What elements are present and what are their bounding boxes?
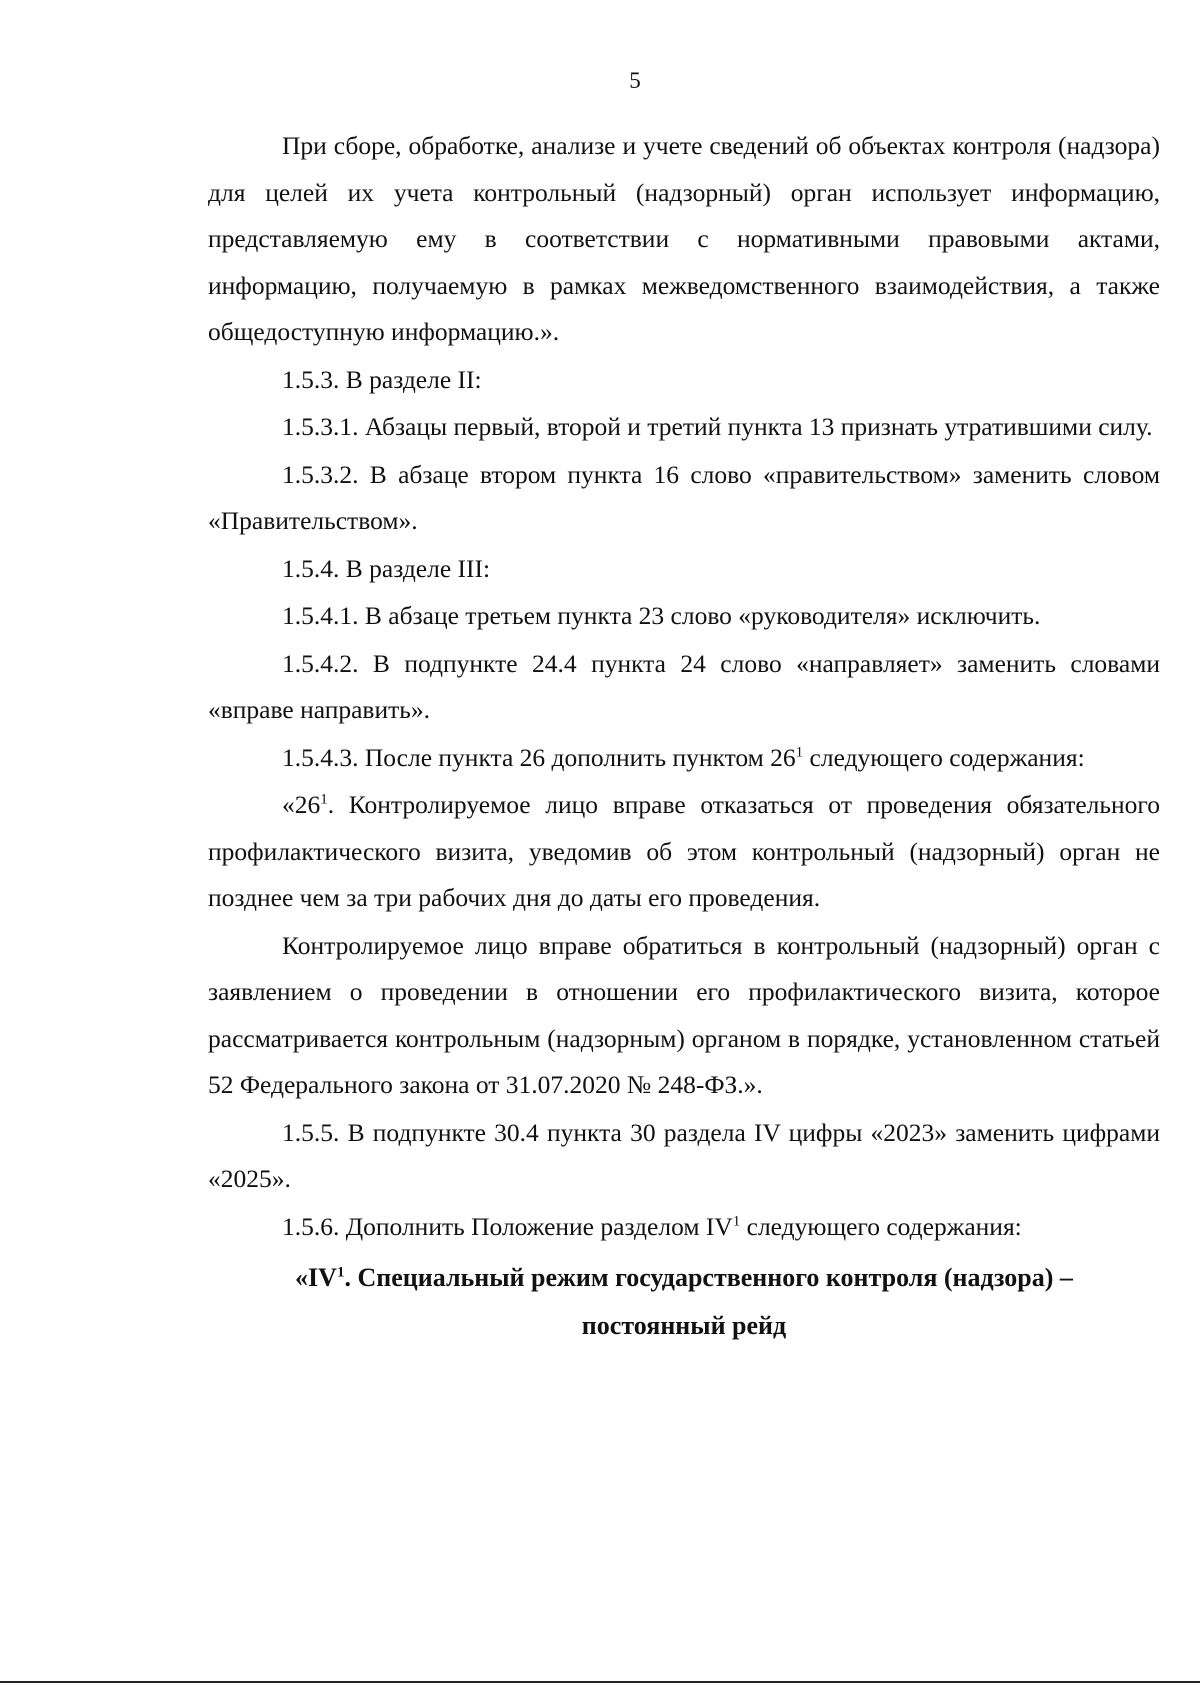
section-heading (208, 1254, 1160, 1350)
superscript: 1 (336, 1264, 345, 1281)
footer-rule (0, 1681, 1200, 1683)
paragraph-text: 1.5.4.3. После пункта 26 дополнить пунктом 26 (282, 742, 796, 772)
paragraph-1-5-3-1: 1.5.3.1. Абзацы первый, второй и третий пункта 13 признать утратившими силу. (282, 412, 1153, 441)
paragraph-1-5-4-3 (208, 735, 1160, 782)
paragraph-text: следующего содержания: (803, 742, 1085, 772)
superscript: 1 (795, 744, 804, 760)
superscript: 1 (732, 1213, 741, 1229)
paragraph-1-5-5: 1.5.5. В подпункте 30.4 пункта 30 раздела IV цифры «2023» заменить цифрами «2025». (208, 1117, 1160, 1193)
superscript: 1 (320, 791, 328, 808)
paragraph-request-visit: Контролируемое лицо вправе обратиться в контрольный (надзорный) орган с заявлением о проведении в отношении его профилактического визита, которое рассматривается контрольным (надзорным) органом в порядке, установленном статьей 52 Федерального закона от 31.07.2020 № 248-ФЗ.». (208, 930, 1160, 1099)
paragraph-1-5-3-2: 1.5.3.2. В абзаце втором пункта 16 слово «правительством» заменить словом «Правительством». (208, 459, 1160, 535)
paragraph-item-26-1 (208, 782, 1160, 922)
paragraph-text: . Контролируемое лицо вправе отказаться от проведения обязательного профилактического визита, уведомив об этом контрольный (надзорный) орган не позднее чем за три рабочих дня до даты его проведения. (208, 790, 1160, 912)
page-number: 5 (629, 68, 641, 93)
paragraph-1-5-4-2: 1.5.4.2. В подпункте 24.4 пункта 24 слово «направляет» заменить словами «вправе направить». (208, 648, 1160, 724)
paragraph-1-5-3: 1.5.3. В разделе II: (282, 364, 482, 394)
document-body (208, 123, 1160, 1350)
paragraph-text: следующего содержания: (740, 1211, 1022, 1241)
section-heading-line-1 (208, 1254, 1160, 1302)
paragraph-text: 1.5.6. Дополнить Положение разделом IV (282, 1211, 733, 1241)
heading-text: «IV (295, 1263, 337, 1292)
paragraph-1-5-4: 1.5.4. В разделе III: (282, 553, 491, 583)
paragraph-text: «26 (282, 790, 321, 819)
paragraph-1-5-6 (208, 1204, 1160, 1251)
paragraph-collection-info: При сборе, обработке, анализе и учете сведений об объектах контроля (надзора) для целей их учета контрольный (надзорный) орган использует информацию, представляемую ему в соответствии с нормативными правовыми актами, информацию, получаемую в рамках межведомственного взаимодействия, а также общедоступную информацию.». (208, 131, 1160, 346)
heading-text: . Специальный режим государственного контроля (надзора) – (344, 1263, 1073, 1292)
section-heading-line-2: постоянный рейд (581, 1311, 787, 1340)
paragraph-1-5-4-1: 1.5.4.1. В абзаце третьем пункта 23 слово «руководителя» исключить. (282, 601, 1041, 630)
